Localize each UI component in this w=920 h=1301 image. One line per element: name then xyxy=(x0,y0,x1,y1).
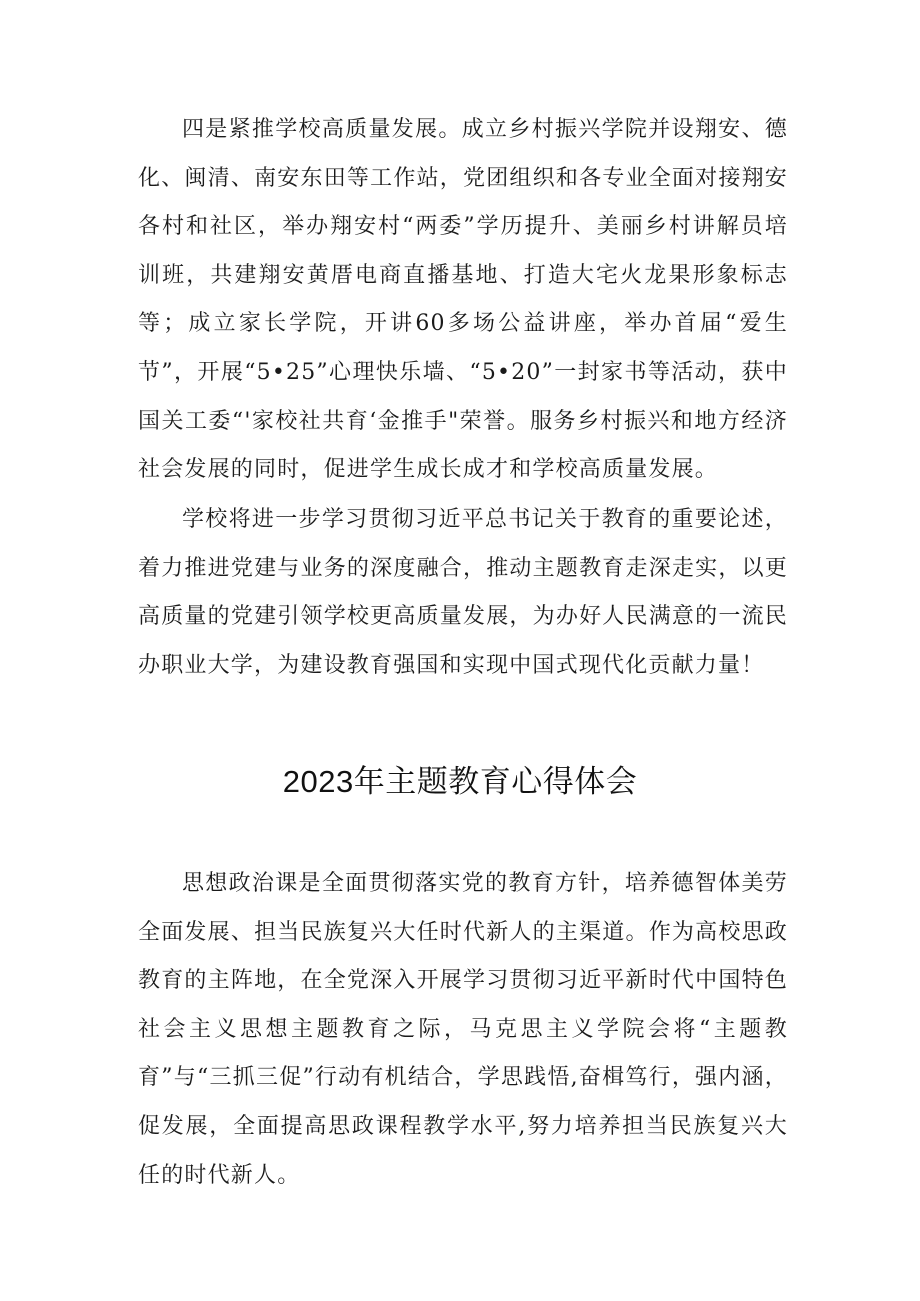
paragraph-school-commitment: 学校将进一步学习贯彻习近平总书记关于教育的重要论述，着力推进党建与业务的深度融合，推动主题教育走深走实，以更高质量的党建引领学校更高质量发展，为办好人民满意的一流民办职业大学，为建设教育强国和实现中国式现代化贡献力量！ xyxy=(138,507,788,678)
paragraph-ideological-course: 思想政治课是全面贯彻落实党的教育方针，培养德智体美劳全面发展、担当民族复兴大任时代新人的主渠道。作为高校思政教育的主阵地，在全党深入开展学习贯彻习近平新时代中国特色社会主义思想主题教育之际，马克思主义学院会将“主题教育”与“三抓三促”行动有机结合，学思践悟,奋楫笃行，强内涵，促发展，全面提高思政课程教学水平,努力培养担当民族复兴大任的时代新人。 xyxy=(138,871,788,1188)
paragraph-school-development: 四是紧推学校高质量发展。成立乡村振兴学院并设翔安、德化、闽清、南安东田等工作站，党团组织和各专业全面对接翔安各村和社区，举办翔安村“两委”学历提升、美丽乡村讲解员培训班，共建翔安黄厝电商直播基地、打造大宅火龙果形象标志等；成立家长学院，开讲60多场公益讲座，举办首届“爱生节”，开展“5•25”心理快乐墙、“5•20”一封家书等活动，获中国关工委“'家校社共育‘金推手"荣誉。服务乡村振兴和地方经济社会发展的同时，促进学生成长成才和学校高质量发展。 xyxy=(138,117,788,483)
section-title: 2023年主题教育心得体会 xyxy=(282,764,638,799)
